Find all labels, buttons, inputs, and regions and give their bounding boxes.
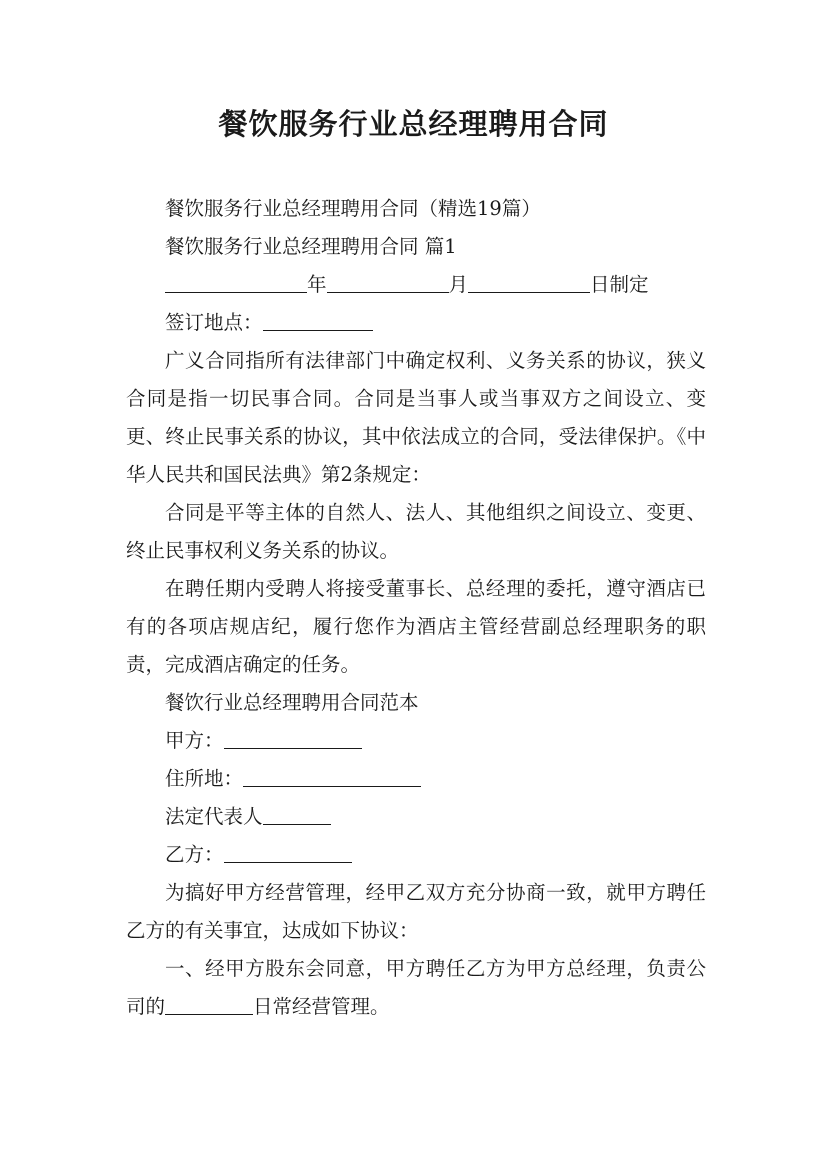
paragraph-3: 在聘任期内受聘人将接受董事长、总经理的委托，遵守酒店已有的各项店规店纪，履行您作为酒店主管经营副总经理职务的职责，完成酒店确定的任务。 [126,577,706,676]
day-label: 日制定 [590,273,649,296]
day-blank [468,270,590,293]
subtitle-line: 餐饮服务行业总经理聘用合同（精选19篇） [165,197,541,220]
party-a-line [126,722,706,760]
legal-rep-line [126,798,706,836]
document-body [126,190,706,1026]
paragraph-2: 合同是平等主体的自然人、法人、其他组织之间设立、变更、终止民事权利义务关系的协议。 [126,501,706,562]
paragraph-5-text-a: 一、经甲方股东会同意，甲方聘任乙方为甲方总经理，负责公司的 [126,957,706,1018]
party-a-blank [224,726,362,749]
month-label: 月 [448,273,469,296]
address-label: 住所地： [165,767,244,790]
party-b-line [126,836,706,874]
paragraph-5-text-b: 日常经营管理。 [253,995,390,1018]
paragraph-4: 为搞好甲方经营管理，经甲乙双方充分协商一致，就甲方聘任乙方的有关事宜，达成如下协议： [126,881,706,942]
legal-rep-blank [263,802,331,825]
sign-place-line [126,304,706,342]
year-blank [165,270,307,293]
sign-place-blank [263,308,373,331]
party-b-label: 乙方： [165,843,224,866]
template-heading: 餐饮行业总经理聘用合同范本 [165,691,419,714]
party-b-blank [224,840,352,863]
party-a-label: 甲方： [165,729,224,752]
address-blank [243,764,421,787]
scope-blank [165,992,253,1015]
document-title: 餐饮服务行业总经理聘用合同 [218,107,609,141]
paragraph-1: 广义合同指所有法律部门中确定权利、义务关系的协议，狭义合同是指一切民事合同。合同是当事人或当事双方之间设立、变更、终止民事关系的协议，其中依法成立的合同，受法律保护。《中华人民共和国民法典》第2条规定： [126,349,706,486]
legal-rep-label: 法定代表人 [165,805,263,828]
month-blank [327,270,449,293]
sign-place-label: 签订地点： [165,311,263,334]
date-line [126,266,706,304]
address-line [126,760,706,798]
article-heading: 餐饮服务行业总经理聘用合同 篇1 [165,235,457,258]
paragraph-5 [126,950,706,1026]
year-label: 年 [307,273,327,296]
